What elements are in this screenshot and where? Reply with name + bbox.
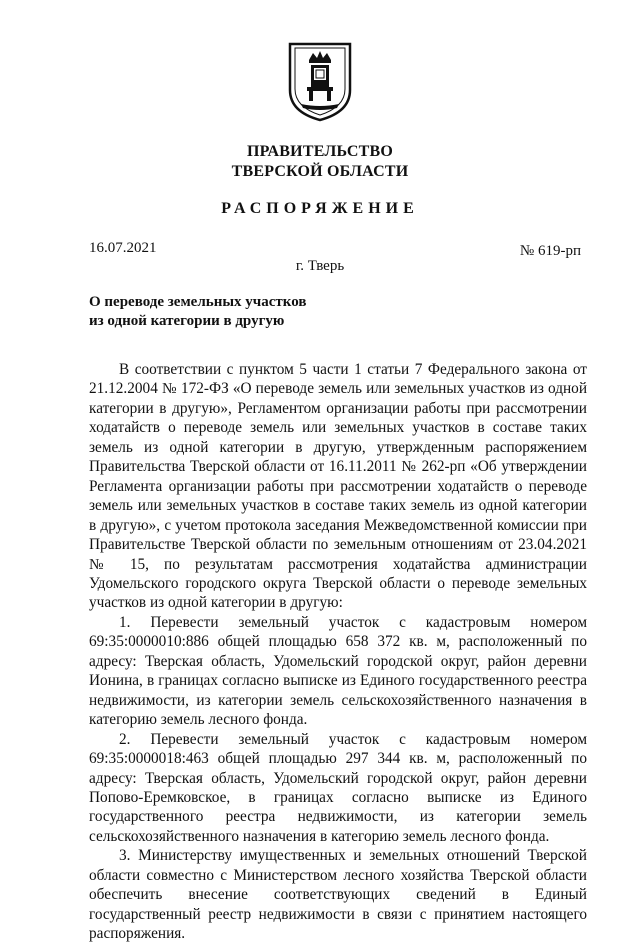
org-name-line2: ТВЕРСКОЙ ОБЛАСТИ [231, 163, 409, 180]
document-body [89, 360, 587, 944]
document-subject [89, 293, 306, 331]
subject-line1: О переводе земельных участков [89, 294, 307, 310]
tver-coat-of-arms-icon [287, 38, 353, 122]
subject-line2: из одной категории в другую [89, 313, 285, 329]
document-type-title: РАСПОРЯЖЕНИЕ [221, 200, 419, 217]
item-3-paragraph: 3. Министерству имущественных и земельных отношений Тверской области совместно с Министерством лесного хозяйства Тверской области обеспечить внесение соответствующих сведений в Единый государственный реестр недвижимости в связи с принятием настоящего распоряжения. [89, 847, 587, 943]
org-name-line1: ПРАВИТЕЛЬСТВО [246, 143, 394, 160]
document-date: 16.07.2021 [89, 240, 157, 256]
item-2-paragraph: 2. Перевести земельный участок с кадастровым номером 69:35:0000018:463 общей площадью 297 344 кв. м, расположенный по адресу: Тверская область, Удомельский городской округ, район деревни Попово-Еремковское, в границах согласно выписке из Единого государственного реестра недвижимости, из категории земель сельскохозяйственного назначения в категорию земель лесного фонда. [89, 730, 587, 845]
item-1-paragraph: 1. Перевести земельный участок с кадастровым номером 69:35:0000010:886 общей площадью 658 372 кв. м, расположенный по адресу: Тверская область, Удомельский городской округ, район деревни Ионина, в границах согласно выписке из Единого государственного реестра недвижимости, из категории земель сельскохозяйственного назначения в категорию земель лесного фонда. [89, 613, 587, 729]
document-number: № 619-рп [519, 243, 581, 259]
document-city: г. Тверь [295, 258, 345, 274]
preamble-paragraph: В соответствии с пунктом 5 части 1 статьи 7 Федерального закона от 21.12.2004 № 172-ФЗ «О переводе земель или земельных участков из одной категории в другую», Регламентом организации работы при рассмотрении ходатайств о переводе земель или земельных участков в составе таких земель из одной категории в другую, утвержденным распоряжением Правительства Тверской области от 16.11.2011 № 262-рп «Об утверждении Регламента организации работы при рассмотрении ходатайств о переводе земель или земельных участков в составе таких земель из одной категории в другую», с учетом протокола заседания Межведомственной комиссии при Правительстве Тверской области по земельным отношениям от 23.04.2021 № 15, по результатам рассмотрения ходатайства администрации Удомельского городского округа Тверской области о переводе земельных участков из одной категории в другую: [89, 361, 587, 612]
